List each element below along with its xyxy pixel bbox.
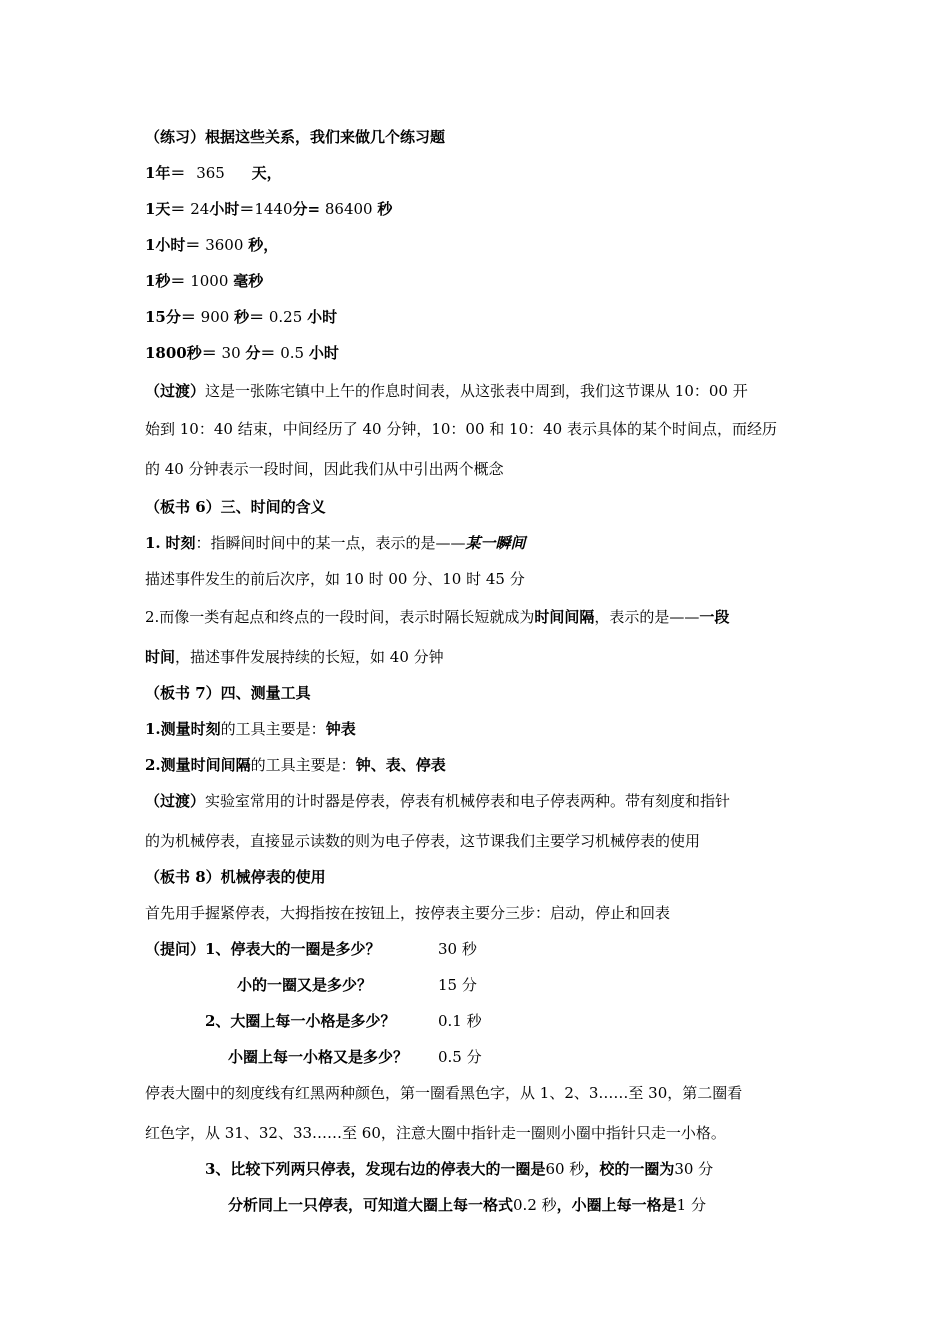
- item1-text: ：指瞬间时间中的某一点，表示的是——: [195, 534, 466, 552]
- day-label: 1天＝: [145, 200, 186, 218]
- transition2-line1: [145, 791, 730, 811]
- question-1: [145, 939, 845, 959]
- board6-item1-desc: 描述事件发生的前后次序，如 10 时 00 分、10 时 45 分: [145, 570, 525, 588]
- hour-unit: 秒，: [248, 236, 279, 254]
- question1b-text: 小的一圈又是多少？: [237, 976, 373, 994]
- fifteen-hours-unit: 小时: [307, 308, 338, 326]
- transition1-line1: [145, 381, 748, 401]
- board7-heading: （板书 7）四、测量工具: [145, 684, 311, 702]
- fifteen-label: 15分＝: [145, 308, 196, 326]
- tool1-text: 的工具主要是：: [220, 720, 326, 738]
- item2-mid: ，表示的是——: [594, 608, 700, 626]
- item2-emphasis2: 时间: [145, 648, 176, 666]
- question3-value1: 60 秒: [545, 1160, 585, 1178]
- day-seconds: 86400: [324, 200, 373, 218]
- day-seconds-unit: 秒: [377, 200, 393, 218]
- year-value: 365: [196, 164, 225, 182]
- tool1-answer: 钟表: [325, 720, 356, 738]
- day-minutes: 1440: [254, 200, 293, 218]
- eighteen-minutes-unit: 分＝: [245, 344, 276, 362]
- year-unit: 天，: [251, 164, 282, 182]
- item1-emphasis: 某一瞬间: [465, 534, 526, 552]
- item1-number: 1.: [145, 534, 161, 552]
- explain-line1: 停表大圈中的刻度线有红黑两种颜色，第一圈看黑色字，从 1、2、3……至 30，第二圈看: [145, 1084, 743, 1102]
- transition1-line2: 始到 10：40 结束，中间经历了 40 分钟，10：00 和 10：40 表示具体的某个时间点，而经历: [145, 420, 777, 438]
- question2b-answer: 0.5 分: [438, 1048, 482, 1066]
- fifteen-seconds-unit: 秒＝: [234, 308, 265, 326]
- board6-item1: [145, 533, 526, 553]
- practice-day: [145, 199, 392, 219]
- board8-intro: 首先用手握紧停表，大拇指按在按钮上，按停表主要分三步：启动，停止和回表: [145, 904, 671, 922]
- question3-value2: 30 分: [674, 1160, 714, 1178]
- item1-term: 时刻: [165, 534, 196, 552]
- item2-post: ，描述事件发展持续的长短，如 40 分钟: [175, 648, 444, 666]
- year-label: 1年＝: [145, 164, 186, 182]
- second-value: 1000: [190, 272, 229, 290]
- question3-text1: 3、比较下列两只停表，发现右边的停表大的一圈是: [205, 1160, 546, 1178]
- tool1-term: 1.测量时刻: [145, 720, 221, 738]
- item2-pre: 2.而像一类有起点和终点的一段时间，表示时隔长短就成为: [145, 608, 535, 626]
- eighteen-minutes: 30: [221, 344, 241, 362]
- transition1-line3: 的 40 分钟表示一段时间，因此我们从中引出两个概念: [145, 460, 504, 478]
- question-3-line1: [205, 1159, 713, 1179]
- question-3-line2: [228, 1195, 706, 1215]
- hour-value: 3600: [205, 236, 244, 254]
- practice-second: [145, 271, 263, 291]
- transition1-text1: 这是一张陈宅镇中上午的作息时间表，从这张表中周到，我们这节课从 10：00 开: [205, 382, 748, 400]
- question3-text2: ，校的一圈为: [584, 1160, 675, 1178]
- fifteen-seconds: 900: [200, 308, 230, 326]
- day-hours: 24: [190, 200, 210, 218]
- transition2-tag: （过渡）: [145, 792, 206, 810]
- transition2-line2: 的为机械停表，直接显示读数的则为电子停表，这节课我们主要学习机械停表的使用: [145, 832, 701, 850]
- board7-line1: [145, 719, 356, 739]
- question3-text3: 分析同上一只停表，可知道大圈上每一格式: [228, 1196, 514, 1214]
- explain-line2: 红色字，从 31、32、33……至 60，注意大圈中指针走一圈则小圈中指针只走一小格。: [145, 1124, 726, 1142]
- tool2-answer: 钟、表、停表: [355, 756, 446, 774]
- second-unit: 毫秒: [233, 272, 264, 290]
- second-label: 1秒＝: [145, 272, 186, 290]
- board6-item2-line2: [145, 647, 444, 667]
- practice-year: [145, 163, 282, 183]
- question3-text4: ，小圈上每一格是: [556, 1196, 677, 1214]
- practice-fifteen: [145, 307, 337, 327]
- eighteen-hours-unit: 小时: [308, 344, 339, 362]
- question1-text: （提问）1、停表大的一圈是多少？: [145, 940, 381, 958]
- question2b-text: 小圈上每一小格又是多少？: [228, 1048, 409, 1066]
- board7-line2: [145, 755, 446, 775]
- practice-eighteen: [145, 343, 339, 363]
- eighteen-hours: 0.5: [280, 344, 305, 362]
- question2-answer: 0.1 秒: [438, 1012, 482, 1030]
- fifteen-hours: 0.25: [268, 308, 303, 326]
- item2-term: 时间间隔: [534, 608, 595, 626]
- practice-heading: （练习）根据这些关系，我们来做几个练习题: [145, 128, 446, 146]
- day-hours-unit: 小时＝: [209, 200, 255, 218]
- question1-answer: 30 秒: [438, 940, 477, 958]
- board6-heading: （板书 6）三、时间的含义: [145, 498, 326, 516]
- tool2-term: 2.测量时间间隔: [145, 756, 251, 774]
- question2-text: 2、大圈上每一小格是多少？: [205, 1012, 396, 1030]
- day-minutes-unit: 分=: [292, 200, 321, 218]
- board8-heading: （板书 8）机械停表的使用: [145, 868, 326, 886]
- practice-hour: [145, 235, 278, 255]
- question3-value3: 0.2 秒: [513, 1196, 557, 1214]
- question1b-answer: 15 分: [438, 976, 477, 994]
- transition2-text1: 实验室常用的计时器是停表，停表有机械停表和电子停表两种。带有刻度和指针: [205, 792, 731, 810]
- eighteen-label: 1800秒＝: [145, 344, 217, 362]
- item2-emphasis1: 一段: [699, 608, 730, 626]
- question3-value4: 1 分: [676, 1196, 706, 1214]
- transition1-tag: （过渡）: [145, 382, 206, 400]
- tool2-text: 的工具主要是：: [250, 756, 356, 774]
- hour-label: 1小时＝: [145, 236, 201, 254]
- board6-item2-line1: [145, 607, 729, 627]
